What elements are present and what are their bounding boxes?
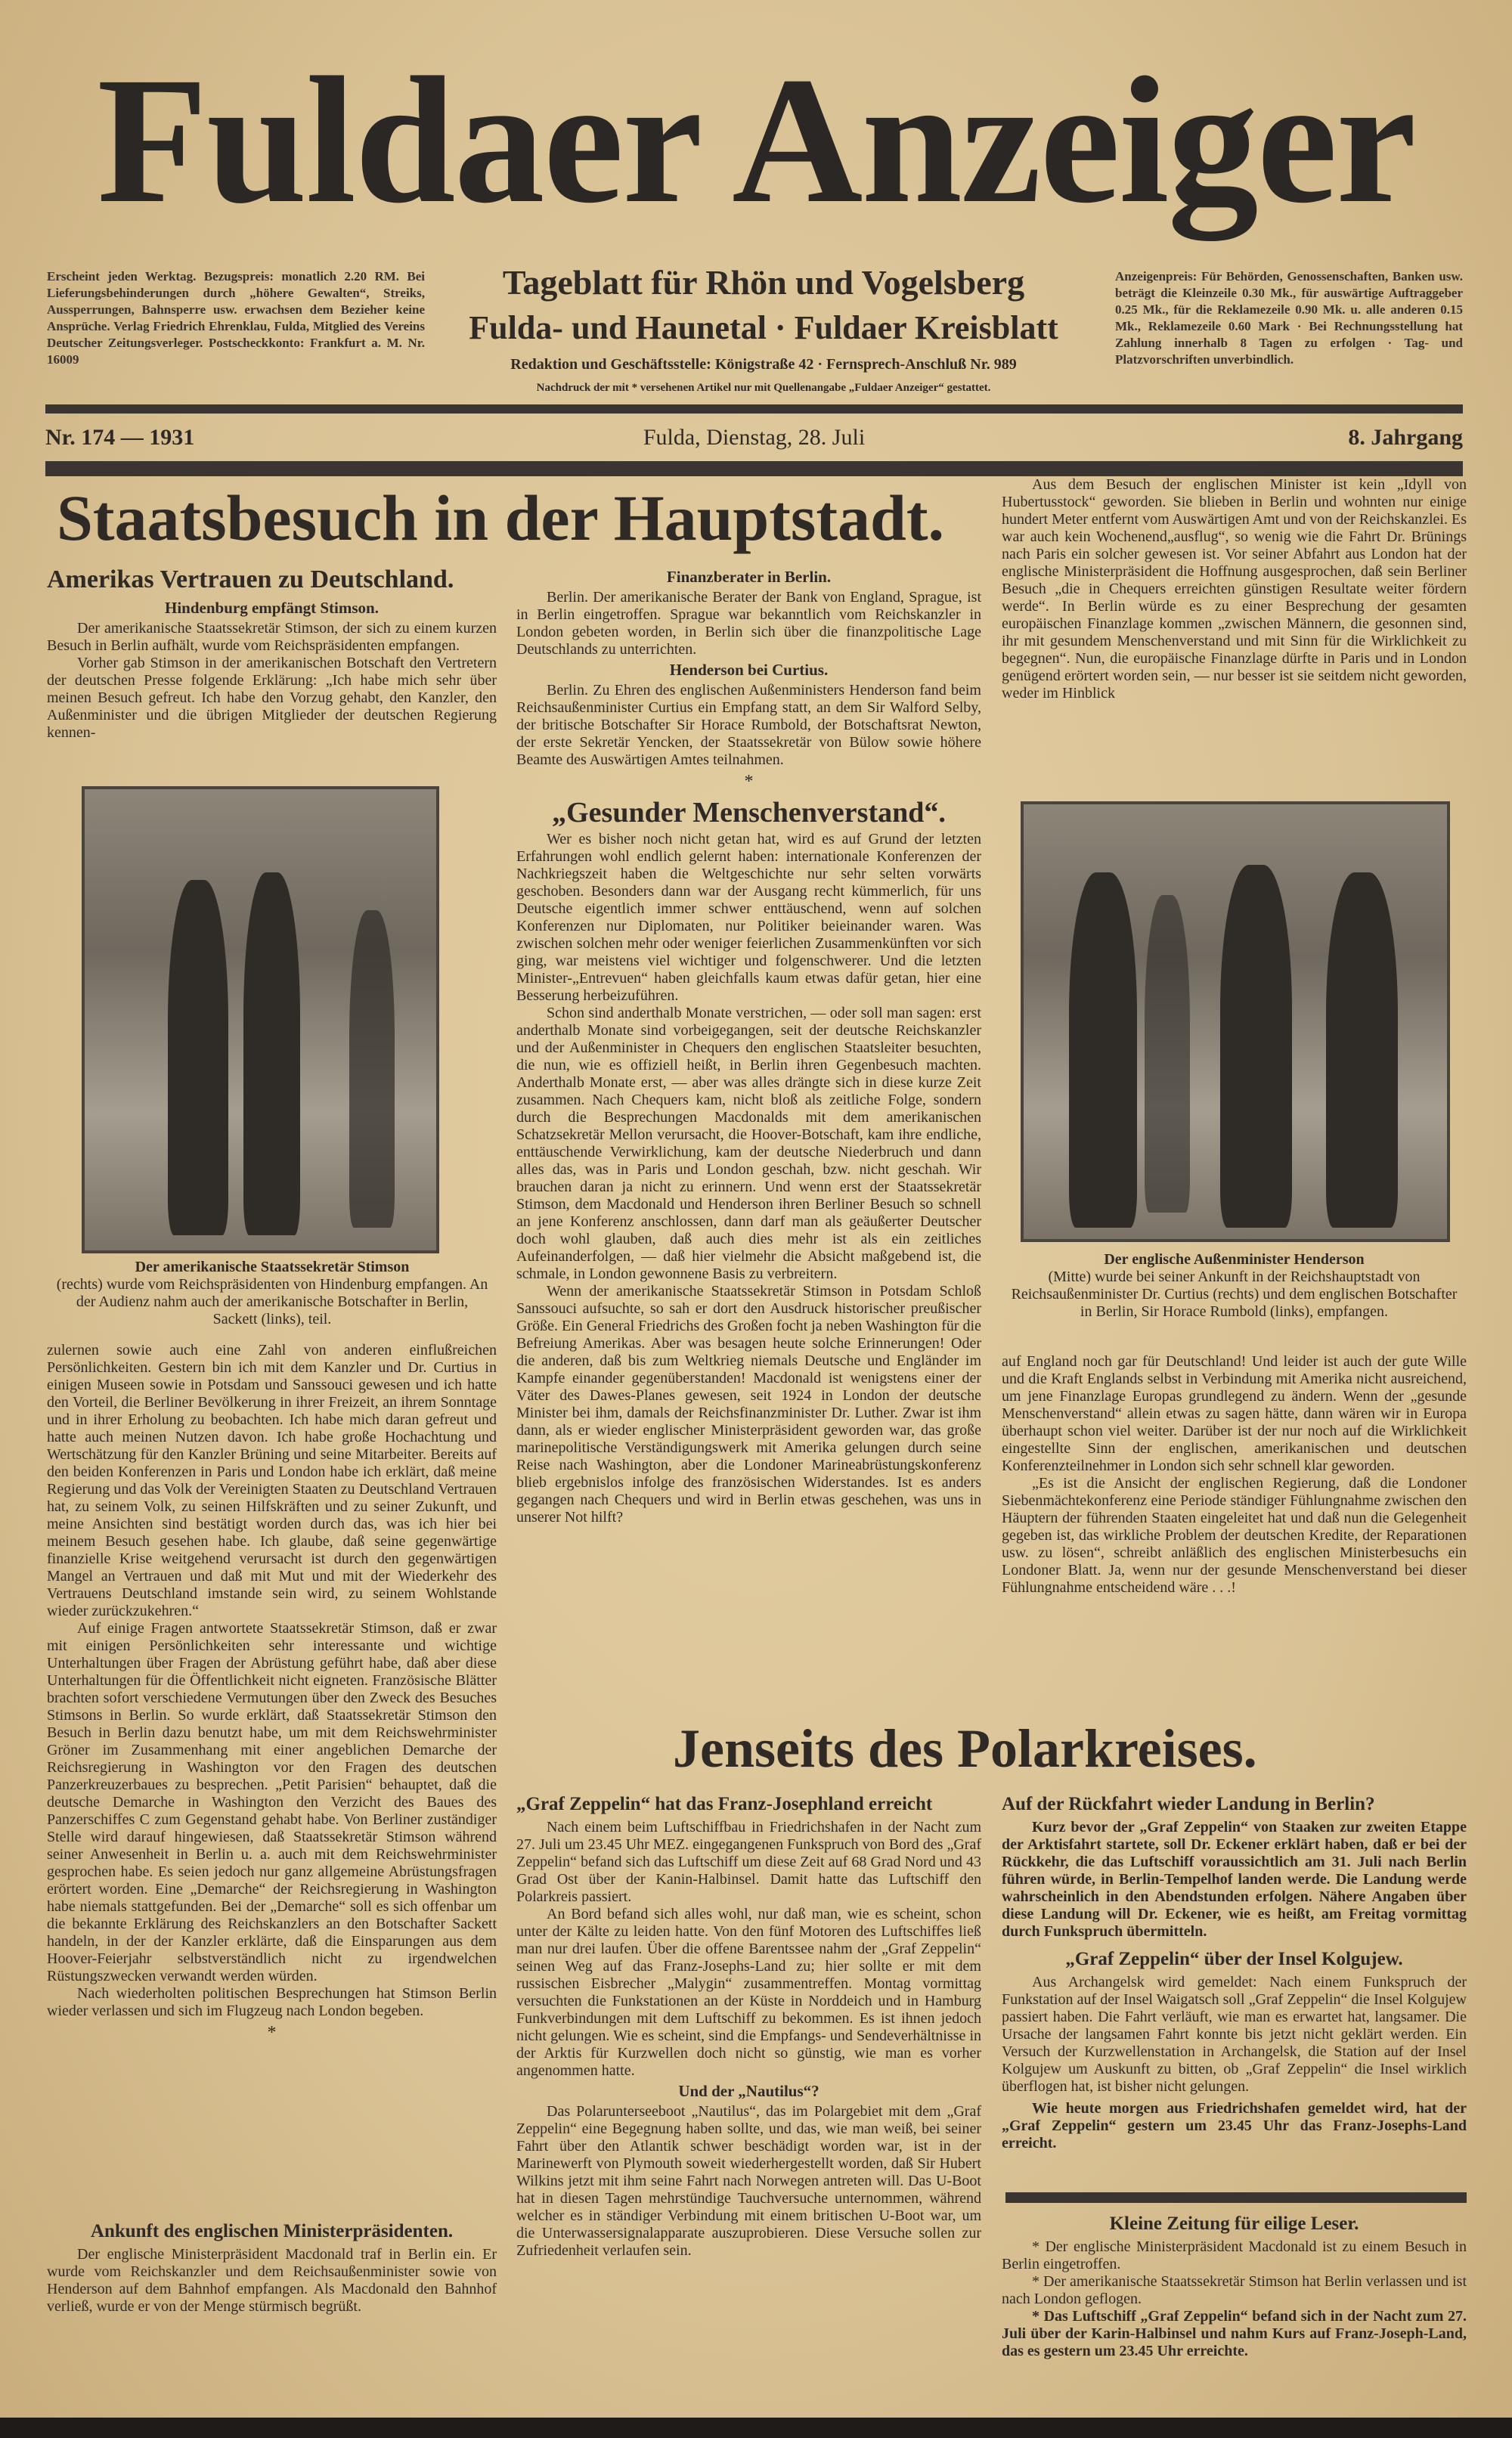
dateline	[45, 414, 1463, 460]
separator-star: *	[744, 772, 754, 791]
paragraph: Schon sind anderthalb Monate verstrichen, — oder soll man sagen: erst anderthalb Monate sind vorbeigegangen, seit der deutsche Reichskanzler und der Außenminister in Chequers den englischen Staatsleiter besuchten, die nun, wie es offiziell heißt, in Berlin ihren Gegenbesuch machten. Anderthalb Monate erst, — aber was alles drängte sich in diese kurze Zeit zusammen. Nach Chequers kam, nicht bloß als zeitliche Folge, sondern durch die Besprechungen Macdonalds mit dem amerikanischen Schatzsekretär Mellon verursacht, die Hoover-Botschaft, kam ihre endliche, enttäuschende Verwirklichung, kam der deutsche Niederbruch und dann alles das, was in Paris und London geschah, bzw. nicht geschah. Wir brauchen daran ja nicht zu erinnern. Und wenn erst der Staatssekretär Stimson, dem Macdonald und Henderson ihren Berliner Besuch so schnell an jene Konferenz anschlossen, dann darf man als geäußerter Deutscher doch wohl glauben, daß auch dies mehr ist als ein zeitliches Aufeinanderfolgen, — daß hier vielmehr die Absicht maßgebend ist, die schmale, in London gewonnene Basis zu verbreitern.	[516, 1005, 981, 1282]
kleine-zeitung	[1002, 2211, 1467, 2360]
caption-title: Der amerikanische Staatssekretär Stimson	[135, 1259, 410, 1275]
news-item: * Das Luftschiff „Graf Zeppelin“ befand sich in der Nacht zum 27. Juli über der Karin-Halbinsel und nahm Kurs auf Franz-Joseph-Land, das es gestern um 23.45 Uhr erreichte.	[1002, 2308, 1467, 2359]
paragraph: „Es ist die Ansicht der englischen Regierung, daß die Londoner Siebenmächtekonferenz eine Periode ständiger Fühlungnahme zwischen den Häuptern der führenden Staaten eingeleitet hat und daß nun die Gelegenheit gegeben ist, das wirkliche Problem der deutschen Kredite, der Reparationen usw. zu lösen“, schreibt anläßlich des englischen Ministerbesuchs ein Londoner Blatt. Ja, wenn nur der gesunde Menschenverstand bei dieser Fühlungnahme entscheidend wäre . . .!	[1002, 1475, 1467, 1596]
volume: 8. Jahrgang	[1348, 425, 1463, 450]
article-heading: „Graf Zeppelin“ hat das Franz-Josephland erreicht	[516, 1794, 933, 1814]
reprint-note: Nachdruck der mit * versehenen Artikel nur mit Quellenangabe „Fuldaer Anzeiger“ gestattet.	[536, 382, 991, 394]
section-heading: Kleine Zeitung für eilige Leser.	[1109, 2213, 1359, 2234]
paragraph: Berlin. Der amerikanische Berater der Bank von England, Sprague, ist in Berlin eingetroffen. Sprague war bekanntlich vom Reichskanzler in London gebeten worden, in Berlin sich über die finanzpolitische Lage Deutschlands zu unterrichten.	[516, 589, 981, 658]
subscription-info: Erscheint jeden Werktag. Bezugspreis: monatlich 2.20 RM. Bei Lieferungsbehinderungen durch „höhere Gewalten“, Streiks, Aussperrungen, Bahnsperre usw. erwachsen dem Bezieher keine Ansprüche. Verlag Friedrich Ehrenklau, Fulda, Mitglied des Vereins Deutscher Zeitungsverleger. Postscheckkonto: Frankfurt a. M. Nr. 16009	[47, 269, 425, 367]
masthead-address: Redaktion und Geschäftsstelle: Königstraße 42 · Fernsprech-Anschluß Nr. 989	[510, 356, 1017, 373]
polar-headline: Jenseits des Polarkreises.	[673, 1718, 1257, 1779]
article-zeppelin	[516, 1792, 981, 2260]
photo-stimson-hindenburg	[82, 786, 439, 1253]
article-subheading: Hindenburg empfängt Stimson.	[165, 599, 379, 617]
article-amerikas	[47, 563, 497, 742]
article-besuch-continued	[1002, 1353, 1467, 1597]
news-item: * Der amerikanische Staatssekretär Stimson hat Berlin verlassen und ist nach London geflogen.	[1002, 2273, 1467, 2307]
article-heading: Amerikas Vertrauen zu Deutschland.	[47, 565, 454, 593]
section-rule	[1005, 2192, 1467, 2203]
paragraph: Wie heute morgen aus Friedrichshafen gemeldet wird, hat der „Graf Zeppelin“ gestern um 23.45 Uhr das Franz-Josephs-Land erreicht.	[1002, 2100, 1467, 2151]
paragraph: Auf einige Fragen antwortete Staatssekretär Stimson, daß er zwar mit einigen Persönlichkeiten sehr interessante und wichtige Unterhaltungen über Fragen der Abrüstung geführt habe, daß aber diese Unterhaltungen für die Öffentlichkeit nicht eigneten. Französische Blätter brachten sofort verschiedene Vermutungen über den Zweck des Besuches Stimsons in Berlin. So wurde erklärt, daß Staatssekretär Stimson den Besuch in Berlin dazu benutzt habe, um mit dem Reichswehrminister Gröner im Zusammenhang mit einer angeblichen Demarche der Reichsregierung in Washington vor den Fragen des deutschen Panzerkreuzerbaues zu besprechen. „Petit Parisien“ behauptet, daß die deutsche Demarche in Washington den Verzicht des Baues des Panzerschiffes C zum Gegenstand gehabt habe. Von Berliner zuständiger Stelle wird darauf hingewiesen, daß Staatssekretär Stimson während seiner Anwesenheit in Berlin u. a. auch mit dem Reichswehrminister gesprochen habe. Es seien jedoch nur ganz allgemeine Abrüstungsfragen erörtert worden. Eine „Demarche“ der Reichsregierung in Washington habe niemals stattgefunden. Bei der „Demarche“ soll es sich offenbar um die bekannte Erklärung des Reichskanzlers an den Botschafter Sackett handeln, in der der Kanzler erklärte, daß die Einsparungen aus dem Hoover-Feierjahr selbstverständlich nicht zu irgendwelchen Rüstungszwecken verwandt werden würden.	[47, 1620, 497, 1984]
paragraph: auf England noch gar für Deutschland! Und leider ist auch der gute Wille und die Kraft Englands selbst in Verbindung mit Amerika nicht ausreichend, um jene Finanzlage Europas grundlegend zu ändern. Wenn der „gesunde Menschenverstand“ allein etwas zu sagen hätte, dann wären wir in Europa überhaupt schon viel weiter. Darüber ist der nur noch auf die Wirklichkeit eingestellte Sinn der englischen, amerikanischen und deutschen Konferenzteilnehmer in London sich sehr schnell klar geworden.	[1002, 1353, 1467, 1474]
photo-caption-right	[1005, 1251, 1463, 1321]
article-rueckfahrt	[1002, 1792, 1467, 2152]
issue-date: Fulda, Dienstag, 28. Juli	[643, 425, 866, 450]
article-heading: Ankunft des englischen Ministerpräsidenten.	[90, 2221, 454, 2241]
masthead-subtitle-1: Tageblatt für Rhön und Vogelsberg	[502, 263, 1025, 302]
paragraph: Kurz bevor der „Graf Zeppelin“ von Staaken zur zweiten Etappe der Arktisfahrt startete, soll Dr. Eckener erklärt haben, daß er bei der Rückkehr, die das Luftschiff voraussichtlich am 31. Juli nach Berlin führen würde, in Berlin-Tempelhof landen werde. Die Landung werde wahrscheinlich in den Abendstunden erfolgen. Nähere Angaben über diese Landung will Dr. Eckener, wie es heißt, am Freitag vormittag durch Funkspruch übermitteln.	[1002, 1819, 1467, 1940]
masthead-title: Fuldaer Anzeiger	[97, 39, 1415, 240]
article-heading: Und der „Nautilus“?	[678, 2082, 820, 2100]
paragraph: Der englische Ministerpräsident Macdonald traf in Berlin ein. Er wurde vom Reichskanzler und dem Reichsaußenminister sowie von Henderson auf dem Bahnhof empfangen. Als Macdonald den Bahnhof verließ, wurde er von der Menge stürmisch begrüßt.	[47, 2246, 497, 2315]
masthead-rule	[45, 404, 1463, 414]
paragraph: Vorher gab Stimson in der amerikanischen Botschaft den Vertretern der deutschen Presse folgende Erklärung: „Ich habe mich sehr über meinen Besuch gefreut. Ich habe den Vorzug gehabt, den Kanzler, den Außenminister und die übrigen Mitglieder der deutschen Regierung kennen-	[47, 655, 497, 741]
article-amerikas-continued	[47, 1342, 497, 2046]
paragraph: zulernen sowie auch eine Zahl von anderen einflußreichen Persönlichkeiten. Gestern bin ich mit dem Kanzler und Dr. Curtius in einigen Museen sowie in Potsdam und Sanssouci gewesen und ich hatte den Vorteil, die Berliner Bevölkerung in ihrer Freizeit, an ihrem Sonntage und in ihrer Erholung zu beobachten. Ich habe mich daran gefreut und hatte auch meinen Nutzen davon. Ich habe große Hochachtung und Wertschätzung für den Kanzler Brüning und seine Mitarbeiter. Bereits auf den beiden Konferenzen in Paris und London habe ich erklärt, daß meine Regierung und das Volk der Vereinigten Staaten zu Deutschland Vertrauen hat, zu seinem Volk, zu seinen Hilfskräften und zu seiner Zukunft, und meine Ansichten sind bestätigt worden durch das, was ich hier bei meinem Besuch gesehen habe. Ich glaube, daß seine gegenwärtige finanzielle Krise weitgehend verursacht ist durch den gegenwärtigen Mangel an Vertrauen und daß mit Mut und mit der Wiederkehr des Vertrauens Deutschland imstande sein wird, zu seinem Wohlstande wieder zurückzukehren.“	[47, 1342, 497, 1619]
paragraph: Wer es bisher noch nicht getan hat, wird es auf Grund der letzten Erfahrungen wohl endlich gelernt haben: internationale Konferenzen der Nachkriegszeit haben die Weltgeschichte nur sehr selten vorwärts geschoben. Besonders dann war der Ausgang recht kümmerlich, für uns Deutsche eigentlich immer schwer enttäuschend, wenn auf solchen Konferenzen nur Diplomaten, nur Politiker beieinander waren. Was zwischen solchen mehr oder weniger feierlichen Zusammenkünften vor sich ging, war meistens viel wichtiger und folgenschwerer. Und die letzten Minister-„Entrevuen“ haben gleichfalls kaum etwas dafür getan, hier eine Besserung herbeizuführen.	[516, 831, 981, 1004]
photo-caption-left	[53, 1259, 491, 1328]
paragraph: Aus dem Besuch der englischen Minister ist kein „Idyll von Hubertusstock“ geworden. Sie blieben in Berlin und wohnten nur einige hundert Meter entfernt vom Auswärtigen Amt und von der Reichskanzlei. Es war auch kein Wochenend„ausflug“, so wenig wie die Fahrt Dr. Brünings nach Paris ein solcher gewesen ist. Vor seiner Abfahrt aus London hat der englische Ministerpräsident die Hoffnung ausgesprochen, daß sein Berliner Besuch „die in Chequers erreichten günstigen Resultate weiter fördern werde“. In Berlin würde es zu einer Besprechung der gesamten europäischen Finanzlage kommen „zwischen Männern, die gesonnen sind, ihr mit gesundem Menschenverstand und mit Sinn für die Wirklichkeit zu begegnen“. Nun, die europäische Finanzlage dürfte in Paris und in London genügend erörtert worden sein, — nur besser ist sie seitdem nicht geworden, weder im Hinblick	[1002, 476, 1467, 702]
dateline-rule	[45, 461, 1463, 476]
article-heading: „Gesunder Menschenverstand“.	[552, 797, 946, 829]
article-heading: Auf der Rückfahrt wieder Landung in Berlin?	[1002, 1794, 1375, 1814]
article-besuch	[1002, 476, 1467, 702]
article-heading: „Graf Zeppelin“ über der Insel Kolgujew.	[1065, 1949, 1403, 1969]
advertising-info: Anzeigenpreis: Für Behörden, Genossenschaften, Banken usw. beträgt die Kleinzeile 0.30 Mk., für auswärtige Auftraggeber 0.25 Mk., für die Reklamezeile 0.90 Mk. u. alle anderen 0.15 Mk., Reklamezeile 0.60 Mark · Bei Rechnungsstellung hat Zahlung innerhalb 8 Tagen zu erfolgen · Tag- und Platzvorschriften unverbindlich.	[1115, 269, 1463, 367]
paragraph: Das Polarunterseeboot „Nautilus“, das im Polargebiet mit dem „Graf Zeppelin“ eine Begegnung haben sollte, und das, wie man weiß, bei seiner Fahrt über den Atlantik schwer beschädigt worden war, ist in der Marinewerft von Plymouth soweit wiederhergestellt worden, daß Sir Hubert Wilkins jetzt mit ihm seine Fahrt nach Norwegen antreten will. Das U-Boot hat in diesen Tagen mehrstündige Tauchversuche unternommen, während welcher es in ständiger Verbindung mit einem britischen U-Boot war, um die Unterwassersignalapparate auszuprobieren. Diese Versuche sollen zur Zufriedenheit verlaufen sein.	[516, 2103, 981, 2259]
masthead-subtitle-2: Fulda- und Haunetal · Fuldaer Kreisblatt	[469, 309, 1058, 346]
article-heading: Finanzberater in Berlin.	[666, 568, 832, 586]
paragraph: Der amerikanische Staatssekretär Stimson, der sich zu einem kurzen Besuch in Berlin aufhält, wurde vom Reichspräsidenten empfangen.	[47, 620, 497, 654]
photo-henderson-curtius	[1021, 801, 1450, 1242]
paragraph: Nach einem beim Luftschiffbau in Friedrichshafen in der Nacht zum 27. Juli um 23.45 Uhr MEZ. eingegangenen Funkspruch von Bord des „Graf Zeppelin“ befand sich das Luftschiff um diese Zeit auf 68 Grad Nord und 43 Grad Ost über der Kanin-Halbinsel. Damit hatte das Luftschiff den Polarkreis passiert.	[516, 1819, 981, 1905]
caption-title: Der englische Außenminister Henderson	[1104, 1251, 1365, 1268]
caption-text: (Mitte) wurde bei seiner Ankunft in der Reichshauptstadt von Reichsaußenminister Dr. Curtius (rechts) und dem englischen Botschafter in Berlin, Sir Horace Rumbold (links), empfangen.	[1011, 1269, 1458, 1320]
separator-star: *	[267, 2023, 277, 2043]
paragraph: An Bord befand sich alles wohl, nur daß man, wie es scheint, schon unter der Kälte zu leiden hatte. Von den fünf Motoren des Luftschiffes ließ man nur drei laufen. Über die offene Barentssee nahm der „Graf Zeppelin“ seinen Weg auf das Franz-Josephs-Land zu; hier sollte er mit dem russischen Eisbrecher „Malygin“ zusammentreffen. Montag vormittag versuchten die Funkstationen an der Küste in Norddeich und in Hamburg Funkverbindungen mit dem Luftschiff zu bekommen. Es ist ihnen jedoch nicht gelungen. Wie es scheint, sind die Empfangs- und Sendeverhältnisse in der Arktis für Kurzwellen doch nicht so günstig, wie man es vorher angenommen hatte.	[516, 1906, 981, 2079]
paragraph: Wenn der amerikanische Staatssekretär Stimson in Potsdam Schloß Sanssouci aufsuchte, so sah er dort den Ausdruck historischer preußischer Größe. Ein General Friedrichs des Großen focht ja neben Washington für die Befreiung Amerikas. Aber was besagen heute solche Erinnerungen! Oder die anderen, daß bis zum Weltkrieg niemals Deutsche und Engländer im Kampfe einander gegenüberstanden! Macdonald ist wenigstens einer der Väter des Dawes-Planes gewesen, seit 1924 in London der deutsche Minister bei ihm, damals der Reichsfinanzminister Dr. Luther. Zwar ist ihm dann, als er wieder englischer Ministerpräsident geworden war, das große marinepolitische Verständigungswerk mit Amerika gelungen durch seine Reise nach Washington, aber die Londoner Marineabrüstungskonferenz blieb ergebnislos infolge des französischen Widerstandes. Ist es anders gegangen nach Chequers und wird in Berlin etwas geschehen, was uns in unserer Not hilft?	[516, 1283, 981, 1526]
paragraph: Aus Archangelsk wird gemeldet: Nach einem Funkspruch der Funkstation auf der Insel Waigatsch soll „Graf Zeppelin“ die Insel Kolgujew passiert haben. Die Fahrt verläuft, wie man es erwartet hat, langsamer. Die Ursache der langsamen Fahrt konnte bis jetzt nicht geklärt werden. Ein Versuch der Kurzwellenstation in Archangelsk, die Station auf der Insel Kolgujew um Auskunft zu bitten, ob „Graf Zeppelin“ die Insel wirklich überflogen hat, ist bisher nicht gelungen.	[1002, 1974, 1467, 2095]
article-ankunft	[47, 2219, 497, 2316]
paragraph: Nach wiederholten politischen Besprechungen hat Stimson Berlin wieder verlassen und sich im Flugzeug nach London begeben.	[47, 1985, 497, 2019]
page-edge	[0, 2418, 1512, 2438]
caption-text: (rechts) wurde vom Reichspräsidenten von Hindenburg empfangen. An der Audienz nahm auch der amerikanische Botschafter in Berlin, Sackett (links), teil.	[56, 1276, 488, 1327]
issue-number: Nr. 174 — 1931	[45, 425, 195, 450]
news-item: * Der englische Ministerpräsident Macdonald ist zu einem Besuch in Berlin eingetroffen.	[1002, 2238, 1467, 2272]
article-heading: Henderson bei Curtius.	[669, 661, 829, 679]
main-headline: Staatsbesuch in der Hauptstadt.	[57, 482, 944, 554]
paragraph: Berlin. Zu Ehren des englischen Außenministers Henderson fand beim Reichsaußenminister Curtius ein Empfang statt, an dem Sir Walford Selby, der britische Botschafter Sir Horace Rumbold, der Botschaftsrat Newton, der erste Sekretär Yencken, der Staatssekretär von Bülow sowie höhere Beamte des Auswärtigen Amtes teilnahmen.	[516, 682, 981, 768]
middle-column	[516, 565, 981, 1526]
